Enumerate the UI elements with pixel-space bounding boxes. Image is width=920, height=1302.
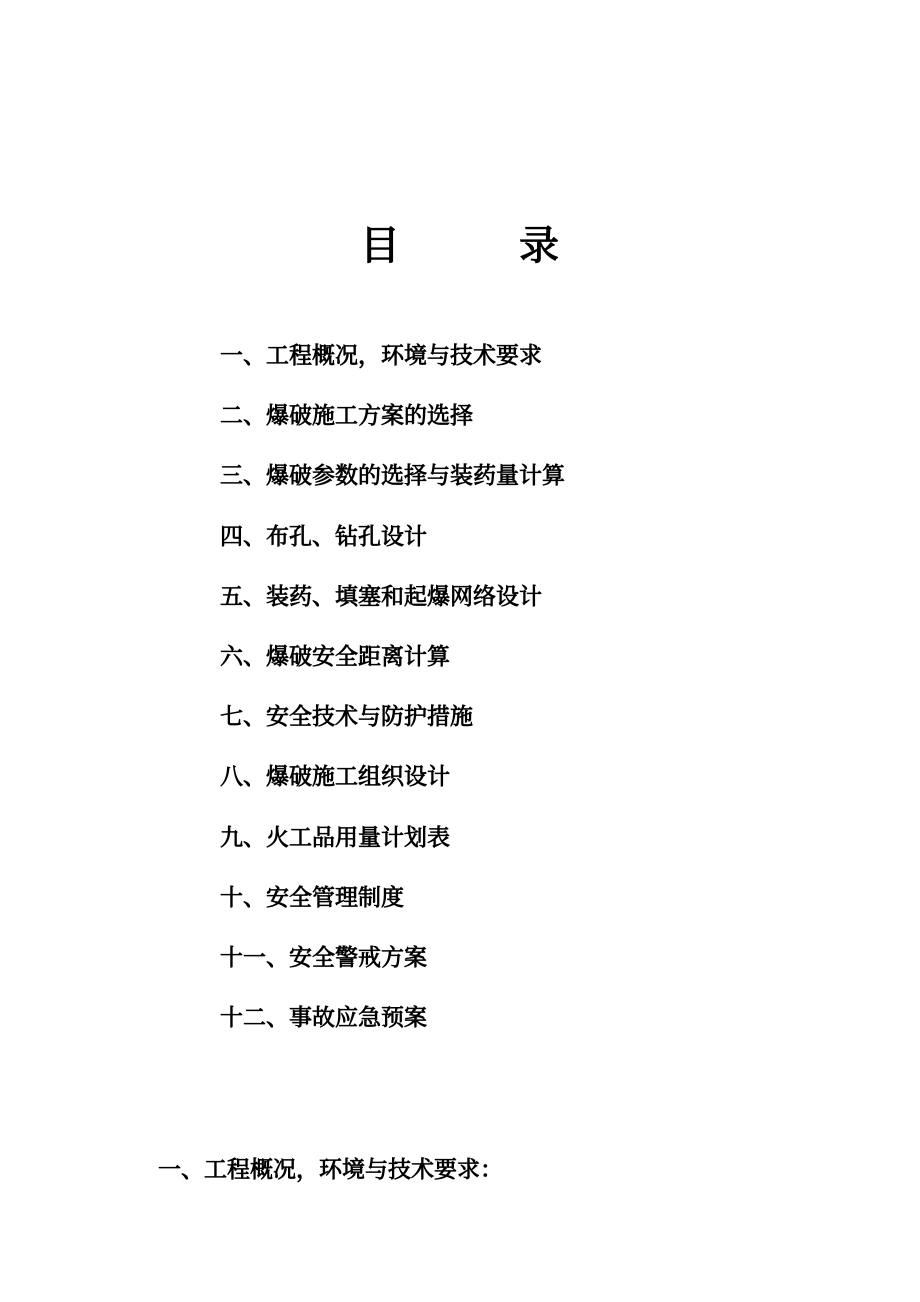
toc-item-4[interactable]: 四、布孔、钻孔设计 xyxy=(220,523,427,550)
toc-item-11[interactable]: 十一、安全警戒方案 xyxy=(220,944,427,971)
toc-title-char-1: 目 xyxy=(360,223,400,269)
toc-item-1[interactable]: 一、工程概况，环境与技术要求 xyxy=(220,343,542,369)
toc-item-8[interactable]: 八、爆破施工组织设计 xyxy=(220,764,450,791)
toc-item-9[interactable]: 九、火工品用量计划表 xyxy=(220,824,450,851)
toc-item-5[interactable]: 五、装药、填塞和起爆网络设计 xyxy=(220,583,542,610)
toc-item-12[interactable]: 十二、事故应急预案 xyxy=(220,1005,427,1032)
toc-item-7[interactable]: 七、安全技术与防护措施 xyxy=(220,704,473,731)
toc-item-6[interactable]: 六、爆破安全距离计算 xyxy=(220,643,450,670)
toc-item-3[interactable]: 三、爆破参数的选择与装药量计算 xyxy=(220,463,565,490)
toc-item-10[interactable]: 十、安全管理制度 xyxy=(220,884,404,911)
section-heading: 一、工程概况，环境与技术要求： xyxy=(158,1157,503,1183)
toc-item-2[interactable]: 二、爆破施工方案的选择 xyxy=(220,403,473,430)
toc-title-char-2: 录 xyxy=(519,223,559,269)
toc-title xyxy=(0,218,920,274)
toc-list xyxy=(220,338,565,1060)
